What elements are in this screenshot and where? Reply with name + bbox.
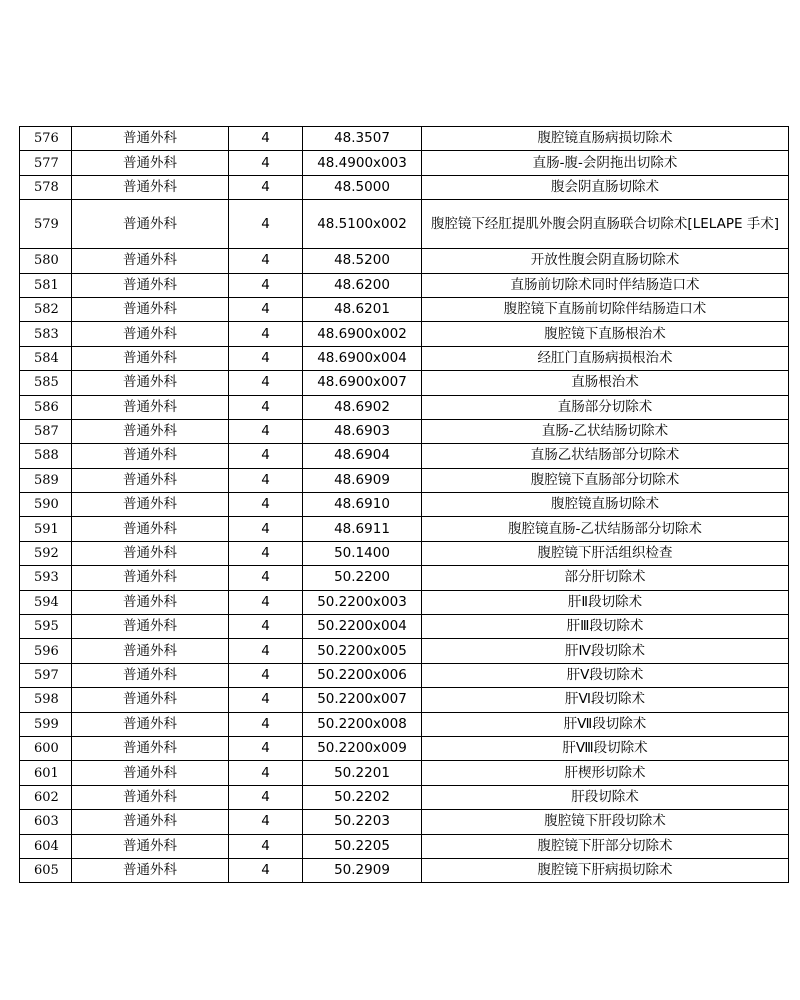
procedure-name-cell: 肝楔形切除术 [422,761,789,785]
procedure-name-cell: 肝Ⅴ段切除术 [422,663,789,687]
row-number-cell: 600 [20,736,72,760]
table-row [20,615,789,639]
procedure-name-cell: 肝Ⅵ段切除术 [422,688,789,712]
procedure-code-cell: 48.6911 [303,517,422,541]
level-cell: 4 [229,541,303,565]
department-cell: 普通外科 [72,834,229,858]
department-cell: 普通外科 [72,371,229,395]
table-row [20,175,789,199]
level-cell: 4 [229,419,303,443]
row-number-cell: 584 [20,346,72,370]
procedure-code-cell: 48.6200 [303,273,422,297]
row-number-cell: 589 [20,468,72,492]
row-number-cell: 581 [20,273,72,297]
level-cell: 4 [229,858,303,882]
level-cell: 4 [229,175,303,199]
table-body [20,127,789,883]
level-cell: 4 [229,346,303,370]
procedure-code-cell: 48.5100x002 [303,200,422,249]
row-number-cell: 578 [20,175,72,199]
table-row [20,151,789,175]
row-number-cell: 605 [20,858,72,882]
procedure-name-cell: 腹腔镜直肠病损切除术 [422,127,789,151]
row-number-cell: 583 [20,322,72,346]
department-cell: 普通外科 [72,615,229,639]
procedure-name-cell: 腹腔镜直肠切除术 [422,493,789,517]
table-row [20,297,789,321]
table-row [20,639,789,663]
procedure-code-cell: 48.6903 [303,419,422,443]
table-row [20,493,789,517]
table-row [20,810,789,834]
procedure-code-cell: 50.2203 [303,810,422,834]
procedure-name-cell: 腹腔镜下肝段切除术 [422,810,789,834]
procedure-code-cell: 50.2200x007 [303,688,422,712]
row-number-cell: 587 [20,419,72,443]
level-cell: 4 [229,249,303,273]
level-cell: 4 [229,566,303,590]
row-number-cell: 601 [20,761,72,785]
row-number-cell: 604 [20,834,72,858]
row-number-cell: 595 [20,615,72,639]
department-cell: 普通外科 [72,297,229,321]
table-row [20,761,789,785]
procedure-code-cell: 50.2200x006 [303,663,422,687]
department-cell: 普通外科 [72,712,229,736]
department-cell: 普通外科 [72,444,229,468]
row-number-cell: 603 [20,810,72,834]
department-cell: 普通外科 [72,493,229,517]
table-row [20,444,789,468]
department-cell: 普通外科 [72,566,229,590]
procedure-name-cell: 腹腔镜下直肠前切除伴结肠造口术 [422,297,789,321]
row-number-cell: 593 [20,566,72,590]
table-row [20,273,789,297]
department-cell: 普通外科 [72,810,229,834]
procedure-name-cell: 肝段切除术 [422,785,789,809]
department-cell: 普通外科 [72,346,229,370]
procedure-code-cell: 50.2200x003 [303,590,422,614]
table-row [20,395,789,419]
department-cell: 普通外科 [72,151,229,175]
procedure-name-cell: 腹腔镜直肠-乙状结肠部分切除术 [422,517,789,541]
level-cell: 4 [229,615,303,639]
department-cell: 普通外科 [72,785,229,809]
row-number-cell: 592 [20,541,72,565]
procedure-name-cell: 直肠-腹-会阴拖出切除术 [422,151,789,175]
level-cell: 4 [229,297,303,321]
procedure-name-cell: 部分肝切除术 [422,566,789,590]
procedure-code-cell: 48.6909 [303,468,422,492]
table-row [20,663,789,687]
level-cell: 4 [229,639,303,663]
procedure-code-cell: 48.6900x007 [303,371,422,395]
level-cell: 4 [229,810,303,834]
procedure-code-cell: 48.6904 [303,444,422,468]
table-row [20,419,789,443]
department-cell: 普通外科 [72,127,229,151]
level-cell: 4 [229,200,303,249]
table-row [20,541,789,565]
level-cell: 4 [229,322,303,346]
table-row [20,688,789,712]
procedure-code-cell: 50.1400 [303,541,422,565]
table-row [20,322,789,346]
procedure-name-cell: 直肠根治术 [422,371,789,395]
procedure-name-cell: 直肠乙状结肠部分切除术 [422,444,789,468]
procedure-name-cell: 直肠部分切除术 [422,395,789,419]
row-number-cell: 599 [20,712,72,736]
procedure-code-cell: 48.3507 [303,127,422,151]
department-cell: 普通外科 [72,273,229,297]
level-cell: 4 [229,395,303,419]
table-row [20,834,789,858]
row-number-cell: 598 [20,688,72,712]
procedure-name-cell: 肝Ⅷ段切除术 [422,736,789,760]
procedure-name-cell: 直肠-乙状结肠切除术 [422,419,789,443]
procedure-name-cell: 肝Ⅱ段切除术 [422,590,789,614]
procedure-name-cell: 肝Ⅶ段切除术 [422,712,789,736]
department-cell: 普通外科 [72,590,229,614]
row-number-cell: 585 [20,371,72,395]
row-number-cell: 576 [20,127,72,151]
department-cell: 普通外科 [72,517,229,541]
row-number-cell: 577 [20,151,72,175]
table-row [20,371,789,395]
procedure-code-cell: 50.2200x005 [303,639,422,663]
level-cell: 4 [229,468,303,492]
department-cell: 普通外科 [72,663,229,687]
table-row [20,200,789,249]
table-row [20,712,789,736]
department-cell: 普通外科 [72,249,229,273]
procedure-code-cell: 50.2909 [303,858,422,882]
procedure-name-cell: 直肠前切除术同时伴结肠造口术 [422,273,789,297]
row-number-cell: 602 [20,785,72,809]
row-number-cell: 588 [20,444,72,468]
table-row [20,127,789,151]
level-cell: 4 [229,151,303,175]
row-number-cell: 586 [20,395,72,419]
procedure-code-cell: 48.5200 [303,249,422,273]
row-number-cell: 579 [20,200,72,249]
procedure-name-cell: 腹腔镜下肝病损切除术 [422,858,789,882]
level-cell: 4 [229,371,303,395]
procedure-name-cell: 腹腔镜下直肠根治术 [422,322,789,346]
table-row [20,858,789,882]
department-cell: 普通外科 [72,200,229,249]
procedure-name-cell: 腹会阴直肠切除术 [422,175,789,199]
table-row [20,736,789,760]
procedure-code-cell: 48.6201 [303,297,422,321]
department-cell: 普通外科 [72,468,229,492]
level-cell: 4 [229,273,303,297]
table-row [20,785,789,809]
department-cell: 普通外科 [72,541,229,565]
table-row [20,468,789,492]
procedure-name-cell: 经肛门直肠病损根治术 [422,346,789,370]
department-cell: 普通外科 [72,736,229,760]
level-cell: 4 [229,590,303,614]
procedure-name-cell: 肝Ⅳ段切除术 [422,639,789,663]
level-cell: 4 [229,736,303,760]
level-cell: 4 [229,663,303,687]
table-row [20,517,789,541]
level-cell: 4 [229,493,303,517]
department-cell: 普通外科 [72,688,229,712]
row-number-cell: 594 [20,590,72,614]
procedure-code-cell: 48.6902 [303,395,422,419]
procedure-code-cell: 50.2200x009 [303,736,422,760]
department-cell: 普通外科 [72,858,229,882]
row-number-cell: 580 [20,249,72,273]
level-cell: 4 [229,127,303,151]
department-cell: 普通外科 [72,419,229,443]
table-row [20,566,789,590]
level-cell: 4 [229,834,303,858]
procedure-code-cell: 48.6910 [303,493,422,517]
procedure-code-cell: 50.2200 [303,566,422,590]
row-number-cell: 597 [20,663,72,687]
row-number-cell: 596 [20,639,72,663]
procedure-code-cell: 50.2205 [303,834,422,858]
procedure-code-cell: 48.6900x004 [303,346,422,370]
procedure-name-cell: 肝Ⅲ段切除术 [422,615,789,639]
table-row [20,249,789,273]
procedure-name-cell: 腹腔镜下直肠部分切除术 [422,468,789,492]
department-cell: 普通外科 [72,395,229,419]
level-cell: 4 [229,517,303,541]
row-number-cell: 582 [20,297,72,321]
level-cell: 4 [229,761,303,785]
level-cell: 4 [229,444,303,468]
procedure-table [19,126,789,883]
row-number-cell: 590 [20,493,72,517]
level-cell: 4 [229,785,303,809]
procedure-name-cell: 开放性腹会阴直肠切除术 [422,249,789,273]
department-cell: 普通外科 [72,175,229,199]
table-row [20,346,789,370]
department-cell: 普通外科 [72,761,229,785]
procedure-code-cell: 50.2200x004 [303,615,422,639]
procedure-name-cell: 腹腔镜下经肛提肌外腹会阴直肠联合切除术[LELAPE 手术] [422,200,789,249]
procedure-code-cell: 48.4900x003 [303,151,422,175]
procedure-code-cell: 48.6900x002 [303,322,422,346]
table-row [20,590,789,614]
department-cell: 普通外科 [72,322,229,346]
procedure-code-cell: 50.2201 [303,761,422,785]
procedure-code-cell: 48.5000 [303,175,422,199]
procedure-code-cell: 50.2200x008 [303,712,422,736]
level-cell: 4 [229,688,303,712]
level-cell: 4 [229,712,303,736]
procedure-name-cell: 腹腔镜下肝部分切除术 [422,834,789,858]
procedure-name-cell: 腹腔镜下肝活组织检查 [422,541,789,565]
procedure-code-cell: 50.2202 [303,785,422,809]
department-cell: 普通外科 [72,639,229,663]
row-number-cell: 591 [20,517,72,541]
